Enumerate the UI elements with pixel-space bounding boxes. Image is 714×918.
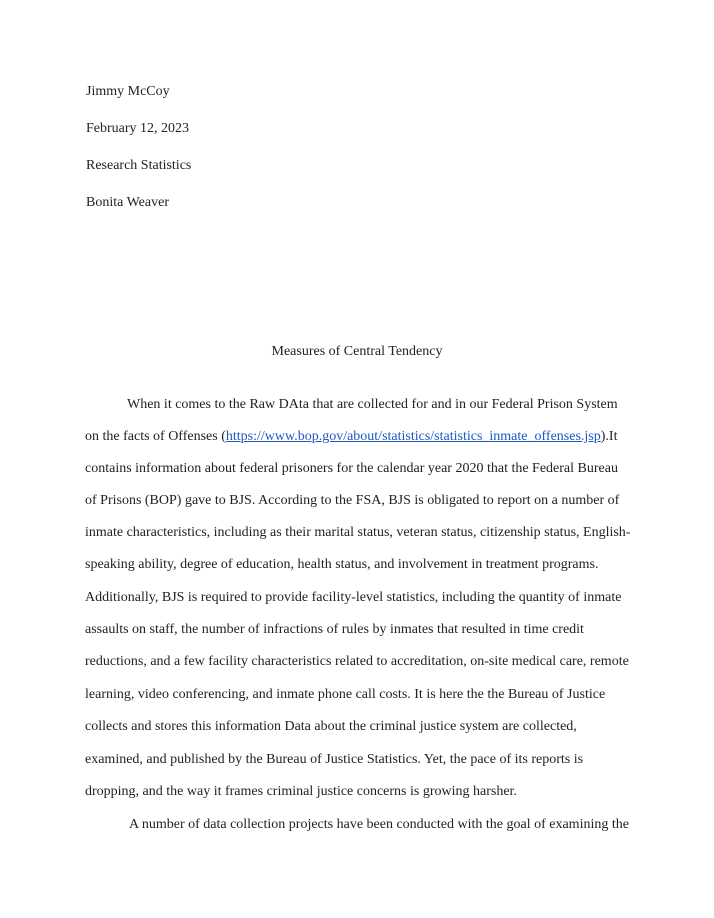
paragraph-line-with-link xyxy=(85,428,617,446)
paragraph-line: examined, and published by the Bureau of Justice Statistics. Yet, the pace of its reports is xyxy=(85,752,584,767)
paragraph-line: assaults on staff, the number of infractions of rules by inmates that resulted in time credit xyxy=(85,622,584,637)
paragraph-line: dropping, and the way it frames criminal justice concerns is growing harsher. xyxy=(85,784,517,799)
document-title: Measures of Central Tendency xyxy=(271,344,443,359)
paragraph-text: on the facts of Offenses ( xyxy=(85,429,226,444)
paragraph-text: ).It xyxy=(600,429,618,444)
paragraph-line: of Prisons (BOP) gave to BJS. According to the FSA, BJS is obligated to report on a number of xyxy=(85,493,620,508)
author-name: Jimmy McCoy xyxy=(86,84,170,99)
paragraph-line: inmate characteristics, including as their marital status, veteran status, citizenship status, English- xyxy=(85,525,631,540)
document-date: February 12, 2023 xyxy=(86,121,190,136)
paragraph-line: learning, video conferencing, and inmate phone call costs. It is here the the Bureau of Justice xyxy=(85,687,606,702)
paragraph-line: Additionally, BJS is required to provide facility-level statistics, including the quantity of inmate xyxy=(85,590,622,605)
instructor-name: Bonita Weaver xyxy=(86,195,169,210)
paragraph-line: collects and stores this information Data about the criminal justice system are collected, xyxy=(85,719,577,734)
paragraph-line: contains information about federal prisoners for the calendar year 2020 that the Federal Bureau xyxy=(85,461,618,476)
paragraph-line: When it comes to the Raw DAta that are collected for and in our Federal Prison System xyxy=(127,397,618,412)
course-name: Research Statistics xyxy=(86,158,192,173)
paragraph-line: A number of data collection projects have been conducted with the goal of examining the xyxy=(129,817,629,832)
paragraph-line: speaking ability, degree of education, health status, and involvement in treatment programs. xyxy=(85,557,599,572)
offenses-statistics-link[interactable]: https://www.bop.gov/about/statistics/statistics_inmate_offenses.jsp xyxy=(225,429,601,444)
paragraph-line: reductions, and a few facility characteristics related to accreditation, on-site medical care, remote xyxy=(85,654,629,669)
